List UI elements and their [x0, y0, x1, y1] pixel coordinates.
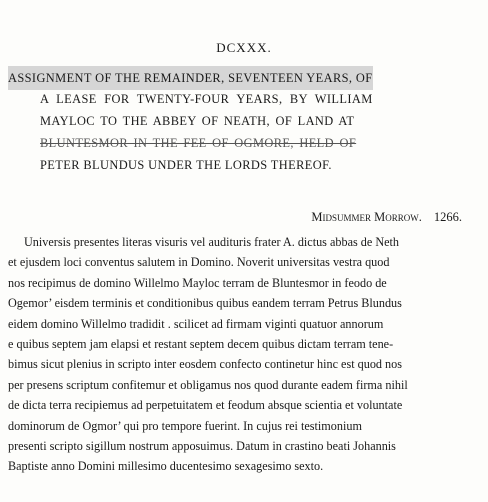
title-line — [40, 132, 356, 154]
body-line: Ogemor’ eisdem terminis et conditionibus quibus eandem terram Petrus Blundus — [8, 296, 402, 311]
body-line: e quibus septem jam elapsi et restant septem decem quibus dictam terram tene- — [8, 337, 394, 351]
title-line: MAYLOC TO THE ABBEY OF NEATH, OF LAND AT — [40, 114, 355, 128]
body-line: Universis presentes literas visuris vel audituris frater A. dictus abbas de Neth — [24, 235, 400, 249]
date-year: 1266. — [433, 210, 462, 224]
title-line: A LEASE FOR TWENTY-FOUR YEARS, BY WILLIAM — [40, 92, 373, 106]
body-line: presenti scripto sigillum nostrum apposuimus. Datum in crastino beati Johannis — [8, 439, 396, 453]
date-label: Midsummer Morrow. — [311, 210, 422, 224]
document-date — [311, 210, 462, 225]
body-line: per presens scriptum confitemur et obligamus nos quod durante eadem firma nihil — [8, 377, 408, 392]
body-line: et ejusdem loci conventus salutem in Domino. Noverit universitas vestra quod — [8, 255, 390, 270]
title-line: ASSIGNMENT OF THE REMAINDER, SEVENTEEN YEARS, OF — [8, 66, 373, 90]
document-number: DCXXX. — [216, 40, 272, 55]
title-line: PETER BLUNDUS UNDER THE LORDS THEREOF. — [40, 158, 332, 172]
body-line: eidem domino Willelmo tradidit . scilicet ad firmam viginti quatuor annorum — [8, 316, 384, 331]
body-line: bimus sicut plenius in scripto inter eosdem confecto continetur hinc est quod nos — [8, 357, 402, 372]
body-line: de dicta terra recipiemus ad perpetuitatem et feodum absque scientia et voluntate — [8, 398, 403, 413]
body-line: dominorum de Ogmor’ qui pro tempore fuerint. In cujus rei testimonium — [8, 418, 362, 433]
body-line: Baptiste anno Domini millesimo ducentesimo sexagesimo sexto. — [8, 459, 324, 474]
title-line-text: BLUNTESMOR IN THE FEE OF OGMORE, HELD OF — [40, 136, 357, 150]
body-line: nos recipimus de domino Willelmo Mayloc terram de Bluntesmor in feodo de — [8, 275, 387, 290]
